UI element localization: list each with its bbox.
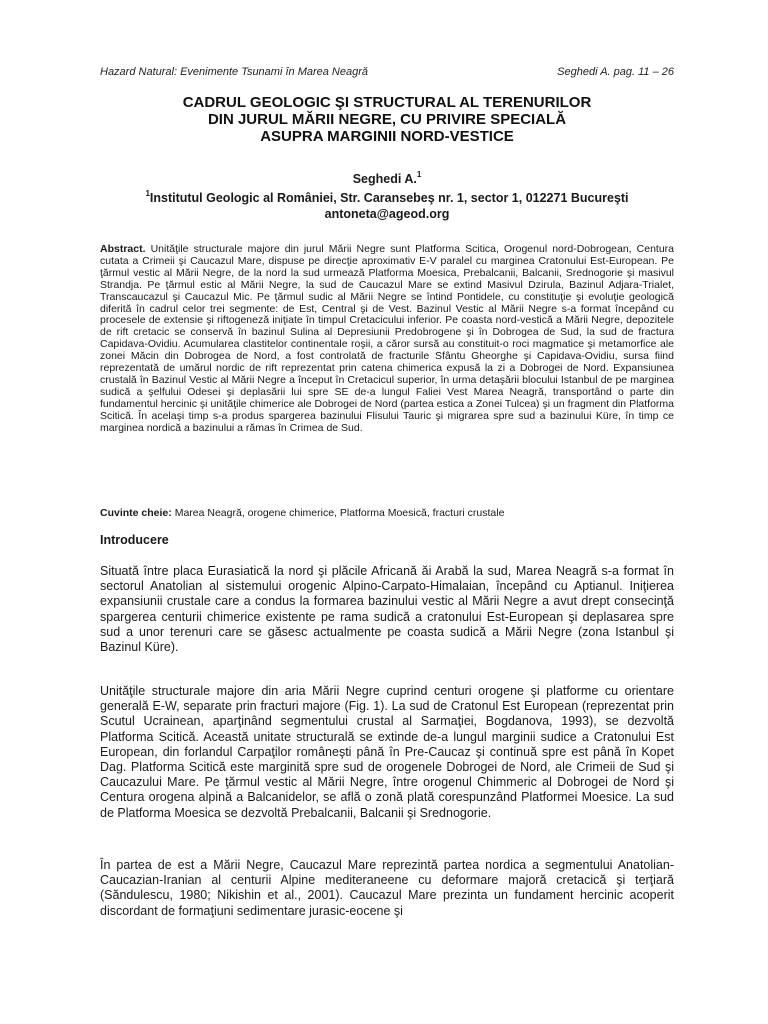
running-header: [100, 66, 674, 78]
abstract: [100, 244, 674, 435]
section-heading: Introducere: [100, 533, 169, 547]
keywords: [100, 507, 674, 519]
header-journal-title: Hazard Natural: Evenimente Tsunami în Marea Neagră: [100, 66, 369, 78]
article-title: [100, 94, 674, 145]
affiliation-superscript: 1: [145, 189, 150, 199]
title-line-1: CADRUL GEOLOGIC ŞI STRUCTURAL AL TERENURILOR: [182, 94, 592, 111]
abstract-label: Abstract.: [100, 243, 146, 255]
author-email: antoneta@ageod.org: [324, 207, 450, 222]
paragraph-2: Unităţile structurale majore din aria Mării Negre cuprind centuri orogene şi platforme cu orientare generală E-W, separate prin fracturi majore (Fig. 1). La sud de Cratonul Est European (reprezentat prin Scutul Ucrainean, aparţinând segmentului crustal al Sarmaţiei, Bogdanova, 1993), se dezvoltă Platforma Scitică. Această unitate structurală se extinde de-a lungul marginii sudice a Cratonului Est European, din forlandul Carpaţilor româneşti până în Pre-Caucaz şi continuă spre est până în Kopet Dag. Platforma Scitică este marginită spre sud de orogenele Dobrogei de Nord, ale Crimeii de Sud şi Caucazului Mare. Pe ţărmul vestic al Mării Negre, între orogenul Chimmeric al Dobrogei de Nord şi Centura orogena alpină a Balcanidelor, se află o zonă plată corespunzând Platformei Moesice. La sud de Platforma Moesica se dezvoltă Prebalcanii, Balcanii şi Srednogorie.: [100, 684, 674, 820]
paragraph-3: În partea de est a Mării Negre, Caucazul Mare reprezintă partea nordica a segmentului Anatolian-Caucazian-Iranian al centurii Alpine mediteraneene cu deformare majoră cretacică şi terţiară (Săndulescu, 1980; Nikishin et al., 2001). Caucazul Mare prezinta un fundament hercinic acoperit discordant de formaţiuni sedimentare jurasic-eocene şi: [100, 858, 674, 918]
paragraph-1: Situată între placa Eurasiatică la nord şi plăcile Africană ăi Arabă la sud, Marea Neagră s-a format în sectorul Anatolian al sistemului orogenic Alpino-Carpato-Himalaian, începând cu Aptianul. Iniţierea expansiunii crustale care a condus la formarea bazinului vestic al Mării Negre a avut drept consecinţă spargerea centurii chimerice existente pe rama sudică a cratonului Est-European şi deplasarea spre sud a unor terenuri care se găsesc actualmente pe coasta sudică a Mării Negre (zona Istanbul şi Bazinul Küre).: [100, 564, 674, 655]
author-superscript: 1: [416, 170, 422, 179]
affiliation-line: [100, 187, 674, 206]
abstract-text: Unităţile structurale majore din jurul Mării Negre sunt Platforma Scitica, Orogenul nord-Dobrogean, Centura cutata a Crimeii şi Caucazul Mare, dispuse pe direcţie aproximativ E-V paralel cu marginea Cratonului Est-European. Pe ţărmul vestic al Mării Negre, de la nord la sud urmează Platforma Moesica, Prebalcanii, Balcanii, Srednogorie şi masivul Strandja. Pe ţărmul estic al Mării Negre, la sud de Caucazul Mare se extind Masivul Dzirula, Bazinul Adjara-Trialet, Transcaucazul şi Caucazul Mic. Pe ţărmul sudic al Mării Negre se întind Pontidele, cu constituţie şi evoluţie geologică diferită în cadrul celor trei segmente: de Est, Central şi de Vest. Bazinul Vestic al Mării Negre s-a format începând cu procesele de extensie şi riftogeneză iniţiate în timpul Cretacicului inferior. Pe coasta nord-vestică a Mării Negre, depozitele de rift cretacic se conservă în bazinul Sulina al Depresiunii Predobrogene şi în Dobrogea de Sud, la sud de fractura Capidava-Ovidiu. Acumularea clastitelor continentale roşii, a căror sursă au constituit-o roci magmatice şi metamorfice ale zonei Măcin din Dobrogea de Nord, a fost controlată de fracturile Sfântu Gheorghe şi Capidava-Ovidiu, sursa fiind reprezentată de umărul nordic de rift reprezentat prin catena chimerica expusă la zi a Dobrogei de Nord. Expansiunea crustală în Bazinul Vestic al Mării Negre a început în Cretacicul superior, în urma detaşării blocului Istanbul de pe marginea sudică a şelfului Odesei şi deplasării lui spre SE de-a lungul Faliei Vest Marea Neagră, transportând o parte din fundamentul hercinic şi unităţile chimerice ale Dobrogei de Nord (partea estica a Zonei Tulcea) şi un fragment din Platforma Scitică. În acelaşi timp s-a produs spargerea bazinului Flisului Tauric şi migrarea spre sud a bazinului Küre, în timp ce marginea nordică a bazinului a rămas în Crimea de Sud.: [100, 243, 675, 434]
header-page-range: Seghedi A. pag. 11 – 26: [557, 66, 674, 78]
author-name: Seghedi A.: [352, 172, 417, 187]
affiliation: Institutul Geologic al României, Str. Caransebeş nr. 1, sector 1, 012271 Bucureşti: [149, 191, 629, 206]
keywords-label: Cuvinte cheie:: [100, 507, 172, 519]
author-block: [100, 168, 674, 222]
keywords-text: Marea Neagră, orogene chimerice, Platforma Moesică, fracturi crustale: [174, 507, 505, 519]
title-line-2: DIN JURUL MĂRII NEGRE, CU PRIVIRE SPECIALĂ: [207, 111, 567, 128]
title-line-3: ASUPRA MARGINII NORD-VESTICE: [260, 128, 514, 145]
author-line: [100, 168, 674, 187]
